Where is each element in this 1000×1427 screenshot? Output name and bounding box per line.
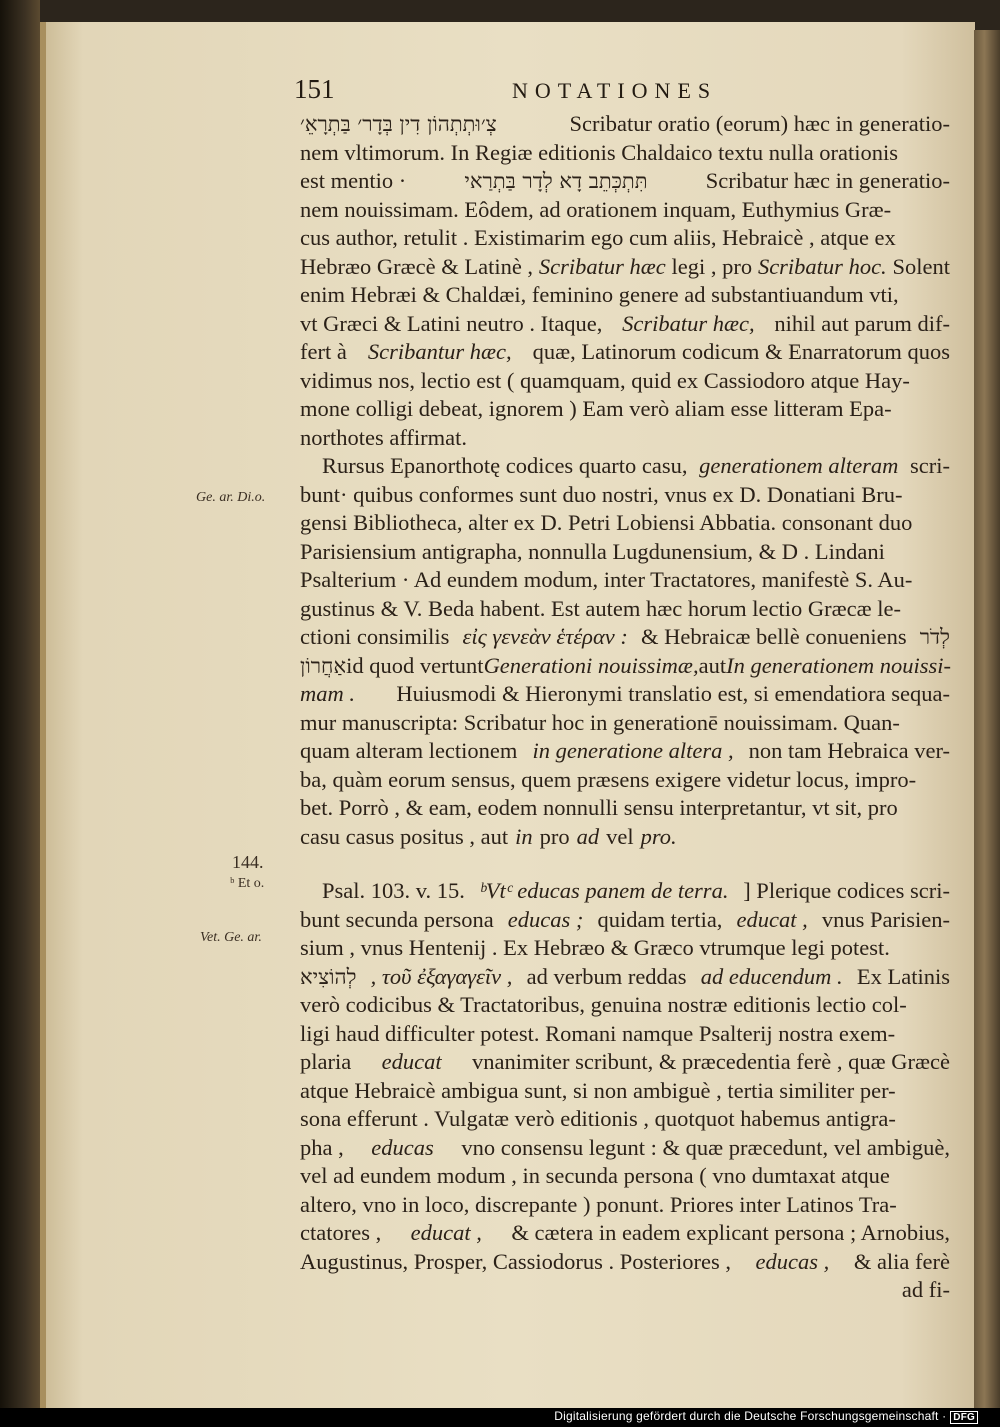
text-line [300, 794, 950, 823]
italic-text: In generationem nouissi- [726, 652, 952, 678]
text-line [300, 1048, 950, 1077]
text-run: fert à [300, 339, 347, 364]
text-run: ad verbum reddas [526, 963, 687, 989]
italic-text: Scribantur hæc, [367, 339, 512, 364]
text-run: Huiusmodi & Hieronymi translatio est, si emendatiora sequa- [396, 681, 950, 706]
italic-text: ᵇVtᶜ educas panem de terra. [479, 878, 729, 903]
text-line [300, 253, 950, 282]
italic-text: Scribatur hæc [538, 253, 666, 279]
text-run: sium , vnus Hentenij . Ex Hebræo & Græco vtrumque legi potest. [300, 935, 890, 960]
page-number: 151 [294, 74, 335, 104]
italic-text: educas [371, 1134, 434, 1160]
italic-text: ad educendum . [700, 963, 843, 989]
text-run: verò codicibus & Tractatoribus, genuina nostræ editionis lectio col- [300, 992, 907, 1017]
text-run: ctatores , [300, 1220, 382, 1245]
text-run: quam alteram lectionem [300, 738, 518, 763]
italic-text: ad [576, 823, 600, 849]
text-line [300, 1162, 950, 1191]
text-run: Solent [892, 253, 950, 279]
text-line [300, 766, 950, 795]
text-line [300, 310, 950, 339]
text-run: ba, quàm eorum sensus, quem præsens exigere videtur locus, impro- [300, 766, 917, 792]
italic-text: educat , [736, 906, 808, 932]
text-run: Psalterium · Ad eundem modum, inter Tractatores, manifestè S. Au- [300, 567, 913, 592]
text-line [300, 680, 950, 709]
italic-text: , τοῦ ἐξαγαγεῖν , [370, 963, 513, 989]
text-line [300, 823, 950, 852]
text-line [300, 139, 950, 168]
book-spine [0, 0, 40, 1408]
text-line [300, 538, 950, 567]
italic-text: in [515, 823, 533, 849]
text-run: legi , pro [671, 253, 753, 279]
text-line [300, 224, 950, 253]
text-line [300, 481, 950, 510]
text-run: & cætera in eadem explicant persona ; Arnobius, [511, 1220, 950, 1245]
text-line [300, 1134, 950, 1163]
text-run: nihil aut parum dif- [774, 310, 950, 336]
text-line [300, 652, 950, 681]
text-line [300, 737, 950, 766]
running-head: NOTATIONES [512, 78, 718, 103]
text-run: Augustinus, Prosper, Cassiodorus . Posteriores , [300, 1248, 731, 1274]
text-run: nem vltimorum. In Regiæ editionis Chaldaico textu nulla orationis [300, 139, 899, 165]
text-run: vno consensu legunt : & quæ præcedunt, vel ambiguè, [461, 1134, 950, 1160]
margin-note: Ge. ar. Di.o. [196, 490, 266, 505]
text-run: sona efferunt . Vulgatæ verò editionis , quotquot habemus antigra- [300, 1106, 896, 1131]
text-line [300, 1105, 950, 1134]
text-line [300, 623, 950, 652]
text-run: mur manuscripta: Scribatur hoc in generationē nouissimam. Quan- [300, 709, 900, 735]
margin-note: Vet. Ge. ar. [200, 930, 262, 945]
text-line [300, 110, 950, 139]
dfg-logo: DFG [950, 1411, 978, 1424]
text-line [300, 1020, 950, 1049]
text-line [300, 566, 950, 595]
margin-note: ᵇ Et o. [230, 876, 265, 891]
text-line [300, 595, 950, 624]
page-header [0, 74, 1000, 110]
text-run: & alia ferè [853, 1248, 950, 1274]
text-line [300, 877, 950, 906]
text-run: ligi haud difficulter potest. Romani namque Psalterij nostra exem- [300, 1020, 896, 1046]
text-line [300, 424, 950, 453]
text-line [300, 1077, 950, 1106]
text-run: atque Hebraicè ambigua sunt, si non ambiguè , tertia similiter per- [300, 1077, 896, 1103]
text-run: Rursus Epanorthotę codices quarto casu, [322, 453, 688, 478]
text-run: ad fi- [901, 1277, 950, 1302]
text-run: vidimus nos, lectio est ( quamquam, quid ex Cassiodoro atque Hay- [300, 367, 910, 393]
text-run: id quod vertunt [346, 652, 484, 678]
text-run: ] Plerique codices scri- [743, 878, 950, 903]
text-run: plaria [300, 1049, 352, 1074]
text-line [300, 281, 950, 310]
paragraph-gap [300, 851, 950, 877]
hebrew-text: לְדֹר [919, 625, 950, 649]
text-run: est mentio · [300, 168, 407, 193]
text-run: enim Hebræi & Chaldæi, feminino genere ad substantiuandum vti, [300, 282, 899, 307]
italic-text: εἰς γενεὰν ἑτέραν : [462, 624, 628, 649]
body-text [300, 110, 950, 1305]
text-run: vel ad eundem modum , in secunda persona ( vno dumtaxat atque [300, 1163, 890, 1188]
italic-text: in generatione altera , [532, 738, 734, 763]
text-run: & Hebraicæ bellè conueniens [641, 624, 907, 649]
italic-text: educat , [410, 1220, 482, 1245]
text-line [300, 452, 950, 481]
text-run: pha , [300, 1134, 344, 1160]
text-run: quæ, Latinorum codicum & Enarratorum quos [532, 339, 950, 364]
text-line [300, 395, 950, 424]
text-run: Psal. 103. v. 15. [322, 878, 465, 903]
text-run: pro [539, 823, 570, 849]
text-run: bunt· quibus conformes sunt duo nostri, vnus ex D. Donatiani Bru- [300, 481, 903, 507]
hebrew-text: אַחֲרוֹן [300, 653, 347, 678]
text-line [300, 1276, 950, 1305]
text-run: non tam Hebraica ver- [748, 738, 950, 763]
text-line [300, 367, 950, 396]
text-run: vt Græci & Latini neutro . Itaque, [300, 310, 603, 336]
text-line [300, 709, 950, 738]
footer-credit [554, 1409, 978, 1424]
text-line [300, 991, 950, 1020]
text-run: cus author, retulit . Existimarim ego cum aliis, Hebraicè , atque ex [300, 225, 896, 250]
text-run: quidam tertia, [597, 906, 723, 932]
italic-text: Generationi nouissimæ, [483, 652, 699, 678]
text-line [300, 906, 950, 935]
text-run: Parisiensium antigrapha, nonnulla Lugdunensium, & D . Lindani [300, 538, 885, 564]
text-line [300, 934, 950, 963]
text-run: bunt secunda persona [300, 906, 494, 932]
text-line [300, 509, 950, 538]
text-run: Scribatur hæc in generatio- [705, 168, 950, 193]
text-line [300, 1191, 950, 1220]
italic-text: pro. [640, 823, 677, 849]
text-run: scri- [910, 453, 950, 478]
italic-text: educas , [755, 1248, 830, 1274]
text-run: mone colligi debeat, ignorem ) Eam verò aliam esse litteram Epa- [300, 396, 892, 421]
text-run: aut [698, 652, 727, 678]
italic-text: generationem alteram [699, 453, 899, 478]
hebrew-text: תִּתְכְּתֵב דָא לְדָר בַּתְרַאי [464, 169, 648, 193]
text-run: vel [606, 823, 634, 849]
text-line [300, 167, 950, 196]
italic-text: mam . [300, 681, 355, 706]
hebrew-text: צְ׳וּתְתְהוֹן דִין בְּדָר׳ בַּתְרָאֵ׳ [300, 112, 497, 136]
italic-text: educat [381, 1049, 442, 1074]
italic-text: Scribatur hoc. [757, 253, 887, 279]
footer-bar [0, 1408, 1000, 1427]
text-run: altero, vno in loco, discrepante ) ponunt. Priores inter Latinos Tra- [300, 1191, 897, 1217]
text-run: ctioni consimilis [300, 624, 450, 649]
text-run: Hebræo Græcè & Latinè , [300, 253, 534, 279]
margin-note: 144. [232, 852, 264, 872]
text-line [300, 1248, 950, 1277]
italic-text: Scribatur hæc, [622, 310, 755, 336]
text-line [300, 338, 950, 367]
text-run: casu casus positus , aut [300, 823, 509, 849]
italic-text: educas ; [507, 906, 584, 932]
text-run: vnus Parisien- [821, 906, 950, 932]
text-run: gensi Bibliotheca, alter ex D. Petri Lobiensi Abbatia. consonant duo [300, 510, 913, 535]
text-run: vnanimiter scribunt, & præcedentia ferè , quæ Græcè [472, 1049, 950, 1074]
footer-credit-text: Digitalisierung gefördert durch die Deutsche Forschungsgemeinschaft · [554, 1409, 947, 1423]
text-run: Scribatur oratio (eorum) hæc in generatio- [569, 111, 950, 136]
page-edge [974, 30, 1000, 1408]
text-run: bet. Porrò , & eam, eodem nonnulli sensu interpretantur, vt sit, pro [300, 795, 898, 820]
text-run: northotes affirmat. [300, 424, 468, 450]
text-run: gustinus & V. Beda habent. Est autem hæc horum lectio Græcæ le- [300, 595, 901, 621]
text-line [300, 196, 950, 225]
text-run: nem nouissimam. Eôdem, ad orationem inquam, Euthymius Græ- [300, 196, 892, 222]
text-line [300, 1219, 950, 1248]
hebrew-text: לְהוֹצִיא [300, 964, 357, 989]
text-run: Ex Latinis [856, 963, 950, 989]
text-line [300, 963, 950, 992]
